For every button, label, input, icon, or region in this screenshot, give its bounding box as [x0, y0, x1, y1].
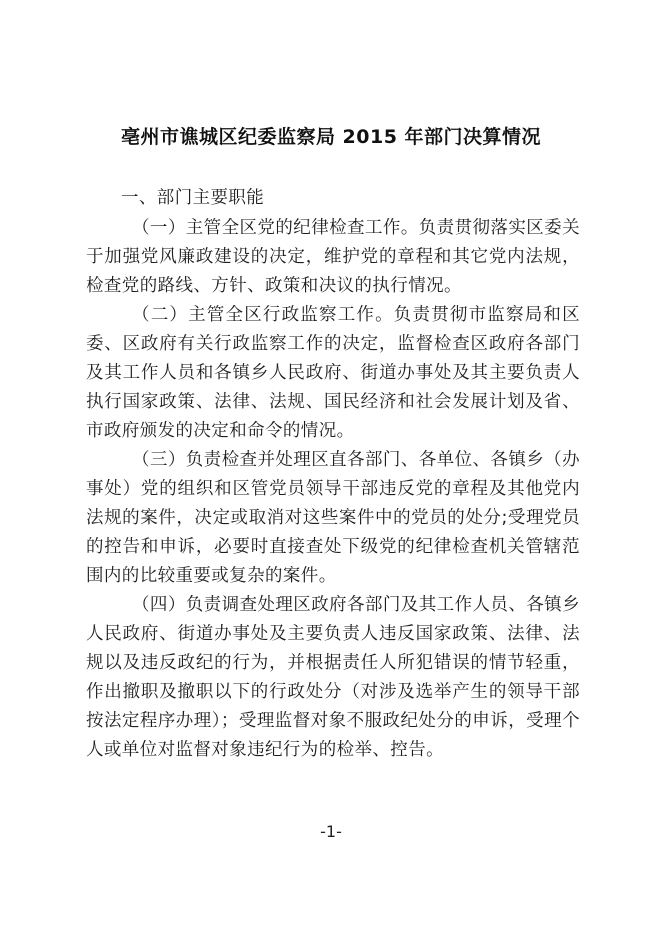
document-title: 亳州市谯城区纪委监察局 2015 年部门决算情况: [120, 126, 542, 148]
document-body: [86, 184, 580, 765]
paragraph-3: （三）负责检查并处理区直各部门、各单位、各镇乡（办事处）党的组织和区管党员领导干部违反党的章程及其他党内法规的案件，决定或取消对这些案件中的党员的处分;受理党员的控告和申诉，必要时直接查处下级党的纪律检查机关管辖范围内的比较重要或复杂的案件。: [86, 450, 580, 586]
page-number: -1-: [320, 822, 342, 841]
paragraph-1: （一）主管全区党的纪律检查工作。负责贯彻落实区委关于加强党风廉政建设的决定，维护党的章程和其它党内法规，检查党的路线、方针、政策和决议的执行情况。: [86, 218, 580, 296]
section-heading: 一、部门主要职能: [121, 188, 265, 208]
paragraph-4: （四）负责调查处理区政府各部门及其工作人员、各镇乡人民政府、街道办事处及主要负责人违反国家政策、法律、法规以及违反政纪的行为，并根据责任人所犯错误的情节轻重，作出撤职及撤职以下的行政处分（对涉及选举产生的领导干部按法定程序办理）；受理监督对象不服政纪处分的申诉，受理个人或单位对监督对象违纪行为的检举、控告。: [86, 595, 580, 760]
paragraph-2: （二）主管全区行政监察工作。负责贯彻市监察局和区委、区政府有关行政监察工作的决定，监督检查区政府各部门及其工作人员和各镇乡人民政府、街道办事处及其主要负责人执行国家政策、法律、法规、国民经济和社会发展计划及省、市政府颁发的决定和命令的情况。: [86, 305, 580, 441]
